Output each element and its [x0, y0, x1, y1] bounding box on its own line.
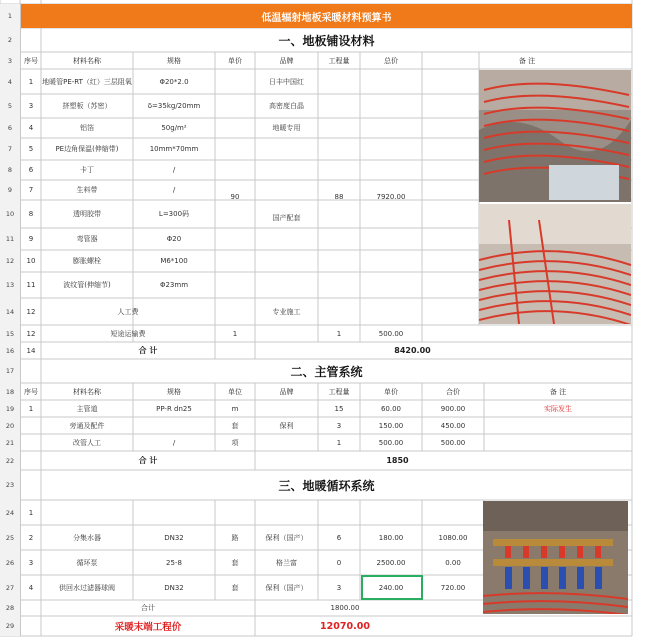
transport-no: 12 [26, 329, 36, 338]
row-number[interactable]: 21 [0, 434, 21, 451]
s3-row-total [422, 500, 484, 525]
s2-row-no: 1 [28, 404, 34, 413]
header-brand: 品牌 [279, 56, 294, 65]
s3-row-name: 分集水器 [73, 533, 101, 542]
s2-row-price: 60.00 [380, 404, 402, 413]
row-number[interactable]: 8 [0, 160, 21, 180]
s3-row-price: 240.00 [378, 583, 404, 592]
sheet-title: 低温辐射地板采暖材料预算书 [21, 4, 632, 28]
s2-header: 序号 [24, 387, 38, 396]
s3-row-unit: 套 [231, 583, 239, 592]
header-note: 备 注 [518, 56, 536, 65]
row-number[interactable]: 25 [0, 525, 21, 550]
section3-heading: 三、地暖循环系统 [278, 478, 375, 493]
s1-row-name: 弯管器 [76, 235, 98, 243]
transport-total: 500.00 [378, 329, 404, 338]
s1-row-no: 8 [28, 210, 34, 218]
manifold-photo-graphic [483, 501, 628, 614]
s2-row-unit: 套 [231, 421, 239, 430]
s1-row-name: 地暖管PE-RT（红）三层阻氧 [42, 77, 132, 86]
row-number[interactable]: 4 [0, 69, 21, 94]
s3-row-qty: 0 [336, 558, 342, 567]
merged-brand: 国产配套 [272, 214, 301, 222]
s2-header: 材料名称 [73, 387, 101, 396]
s1-row-spec: 10mm*70mm [149, 145, 199, 153]
subtotal1-no: 14 [26, 346, 36, 355]
s2-row-qty: 1 [336, 438, 342, 447]
s2-row-note [484, 434, 632, 451]
header-spec: 规格 [167, 56, 181, 65]
s2-header: 单位 [228, 387, 242, 396]
s3-row-unit: 套 [231, 558, 239, 567]
s1-row-spec: M6*100 [160, 257, 188, 265]
s3-row-brand: 保利（国产） [265, 583, 308, 592]
s3-row-price: 2500.00 [376, 558, 406, 567]
s2-row-name: 旁通及配件 [69, 421, 105, 430]
s2-header: 合价 [446, 387, 460, 396]
header-price: 单价 [228, 56, 242, 65]
s2-row-qty: 15 [334, 404, 344, 413]
row-number[interactable]: 11 [0, 228, 21, 250]
row-number[interactable]: 19 [0, 400, 21, 417]
row-number[interactable]: 20 [0, 417, 21, 434]
s1-row-no: 7 [28, 186, 34, 194]
s3-row-name [41, 500, 133, 525]
row-number[interactable]: 16 [0, 342, 21, 359]
s1-row-no: 5 [28, 145, 34, 153]
s1-row-brand: 地暖专用 [272, 124, 301, 132]
s1-row-no: 3 [28, 102, 34, 110]
s1-row-name: PE边角保温(伸缩带) [55, 145, 119, 153]
s2-row-unit: 项 [231, 438, 239, 447]
row-number[interactable]: 23 [0, 470, 21, 500]
grand-total-label: 采暖末端工程价 [114, 622, 182, 633]
s1-row-spec: Φ20*2.0 [159, 77, 189, 86]
transport-qty: 1 [336, 329, 342, 338]
header-qty: 工程量 [328, 56, 350, 65]
s1-row-spec: Φ20 [166, 235, 182, 243]
s1-row-no: 6 [28, 166, 34, 174]
s1-row-spec: / [172, 186, 176, 194]
row-number[interactable]: 14 [0, 298, 21, 325]
header-name: 材料名称 [73, 56, 101, 65]
s1-row-name: 卡丁 [80, 166, 94, 174]
s2-row-no [21, 417, 41, 434]
s3-row-total: 1080.00 [438, 533, 468, 542]
subtotal1-label: 合 计 [138, 346, 158, 355]
s1-row-name: 挤塑板（苏密） [62, 102, 112, 110]
s2-row-spec [133, 417, 215, 434]
s3-row-name: 循环泵 [76, 558, 98, 567]
section2-heading: 二、主管系统 [290, 364, 363, 379]
row-number[interactable]: 28 [0, 600, 21, 616]
s3-row-brand: 格兰富 [276, 558, 297, 567]
s1-row-name: 生料带 [76, 186, 98, 194]
row-number[interactable]: 7 [0, 138, 21, 160]
floor-heating-photo-graphic [479, 70, 631, 324]
s3-row-spec: DN32 [164, 533, 184, 542]
manifold-photo [483, 501, 628, 614]
s2-header: 规格 [167, 387, 181, 396]
row-number[interactable]: 9 [0, 180, 21, 200]
s3-row-no: 1 [28, 508, 34, 517]
s1-row-spec: Φ23mm [159, 281, 189, 289]
s2-header: 备 注 [549, 387, 567, 396]
s2-row-unit: m [231, 404, 239, 413]
s2-merged-brand: 保利 [279, 421, 294, 430]
s1-row-spec: 50g/m² [161, 124, 187, 132]
s3-row-qty: 3 [336, 583, 342, 592]
row-number[interactable]: 10 [0, 200, 21, 228]
s2-header: 单价 [384, 387, 398, 396]
s1-row-name: 透明胶带 [73, 210, 101, 218]
s3-row-total: 720.00 [440, 583, 466, 592]
s2-row-qty: 3 [336, 421, 342, 430]
floor-heating-photo [479, 70, 631, 324]
s3-row-brand [255, 500, 318, 525]
s3-row-qty [318, 500, 360, 525]
row-number[interactable]: 12 [0, 250, 21, 272]
header-no: 序号 [24, 56, 38, 65]
subtotal1-value: 8420.00 [394, 346, 431, 355]
s2-row-name: 改管人工 [73, 438, 101, 447]
row-number[interactable]: 15 [0, 325, 21, 342]
s2-header: 品牌 [279, 387, 294, 396]
row-number[interactable]: 24 [0, 500, 21, 525]
s3-row-no: 3 [28, 558, 34, 567]
s1-row-no: 11 [26, 281, 36, 289]
s2-row-no [21, 434, 41, 451]
s1-row-no: 9 [28, 235, 34, 243]
row-number[interactable]: 1 [0, 4, 21, 28]
s1-row-name: 波纹管(伸缩节) [63, 281, 111, 289]
s1-row-no: 10 [26, 257, 36, 265]
s2-row-total: 450.00 [440, 421, 466, 430]
s2-row-note: 实际发生 [544, 404, 572, 413]
s3-row-price: 180.00 [378, 533, 404, 542]
s3-row-unit [215, 500, 255, 525]
merged-total: 7920.00 [376, 193, 406, 201]
s1-row-spec: L=300码 [158, 210, 190, 218]
s3-row-total: 0.00 [445, 558, 461, 567]
s2-row-total: 500.00 [440, 438, 466, 447]
row-number[interactable]: 18 [0, 383, 21, 400]
merged-price: 90 [230, 193, 240, 201]
row-number[interactable]: 17 [0, 359, 21, 383]
merged-qty: 88 [334, 193, 344, 201]
s3-row-spec: 25-8 [166, 558, 182, 567]
row-number[interactable]: 5 [0, 94, 21, 118]
labor-brand: 专业施工 [272, 307, 301, 316]
labor-no: 12 [26, 307, 36, 316]
subtotal3-value: 1800.00 [330, 604, 360, 612]
s2-header: 工程量 [328, 387, 350, 396]
s1-row-brand: 高密度白晶 [269, 102, 304, 110]
row-number[interactable]: 29 [0, 616, 21, 636]
row-number[interactable]: 22 [0, 451, 21, 470]
transport-name: 短途运输费 [110, 329, 146, 338]
subtotal2-value: 1850 [386, 456, 409, 465]
subtotal3-label: 合计 [141, 604, 155, 612]
s2-row-note [484, 417, 632, 434]
s2-row-spec: / [172, 438, 176, 447]
s3-row-brand: 保利（国产） [265, 533, 308, 542]
s2-row-price: 500.00 [378, 438, 404, 447]
s2-row-price: 150.00 [378, 421, 404, 430]
s3-row-spec: DN32 [164, 583, 184, 592]
s2-row-spec: PP-R dn25 [156, 404, 192, 413]
header-total: 总价 [384, 56, 398, 65]
s1-row-no: 1 [28, 77, 34, 86]
s3-row-qty: 6 [336, 533, 342, 542]
s3-row-spec [133, 500, 215, 525]
s3-row-unit: 路 [231, 533, 239, 542]
s3-row-no: 4 [28, 583, 34, 592]
s1-row-spec: / [172, 166, 176, 174]
row-number[interactable]: 6 [0, 118, 21, 138]
labor-name: 人工费 [117, 307, 139, 316]
s3-row-no: 2 [28, 533, 34, 542]
s1-row-name: 铝箔 [80, 124, 94, 132]
s1-row-spec: δ=35kg/20mm [147, 102, 201, 110]
subtotal2-label: 合 计 [138, 456, 158, 465]
row-number[interactable]: 27 [0, 575, 21, 600]
s2-row-name: 主管道 [76, 404, 98, 413]
transport-price: 1 [232, 329, 238, 338]
row-number[interactable]: 2 [0, 28, 21, 52]
s1-row-name: 膨胀螺栓 [73, 257, 101, 265]
s2-row-total: 900.00 [440, 404, 466, 413]
section1-heading: 一、地板铺设材料 [278, 33, 375, 48]
grand-total-value: 12070.00 [320, 620, 370, 632]
s3-row-price [360, 500, 422, 525]
row-number[interactable]: 26 [0, 550, 21, 575]
row-number[interactable]: 13 [0, 272, 21, 298]
s3-row-name: 供回水过滤器球阀 [59, 583, 115, 592]
s1-row-no: 4 [28, 124, 34, 132]
row-number[interactable]: 3 [0, 52, 21, 69]
s1-row-brand: 日丰中国红 [269, 77, 304, 86]
selected-cell-highlight[interactable] [361, 575, 423, 600]
